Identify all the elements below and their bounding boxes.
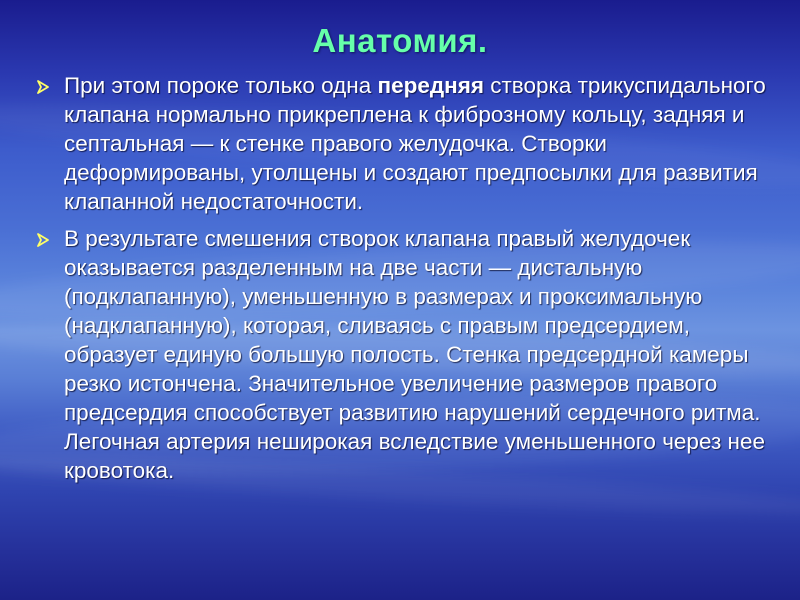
slide-title: Анатомия. <box>312 22 488 59</box>
arrow-bullet-icon <box>36 71 64 94</box>
bullet-text-part: створка трикуспидального клапана нормально прикреплена к фиброзному кольцу, задняя и септальная — к стенке правого желудочка. Створки деформированы, утолщены и создают предпосылки для развития клапанной недостаточности. <box>64 73 766 214</box>
bullet-text-bold: передняя <box>377 73 484 98</box>
bullet-text-part: При этом пороке только одна <box>64 73 378 98</box>
bullet-item <box>36 71 786 216</box>
arrow-bullet-icon <box>36 224 64 247</box>
slide-body <box>36 71 786 493</box>
bullet-text <box>64 71 786 216</box>
bullet-text: В результате смешения створок клапана правый желудочек оказывается разделенным на две части — дистальную (подклапанную), уменьшенную в размерах и проксимальную (надклапанную), которая, сливаясь с правым предсердием, образует единую большую полость. Стенка предсердной камеры резко истончена. Значительное увеличение размеров правого предсердия способствует развитию нарушений сердечного ритма. Легочная артерия неширокая вследствие уменьшенного через нее кровотока. <box>64 226 765 483</box>
bullet-item <box>36 224 786 485</box>
